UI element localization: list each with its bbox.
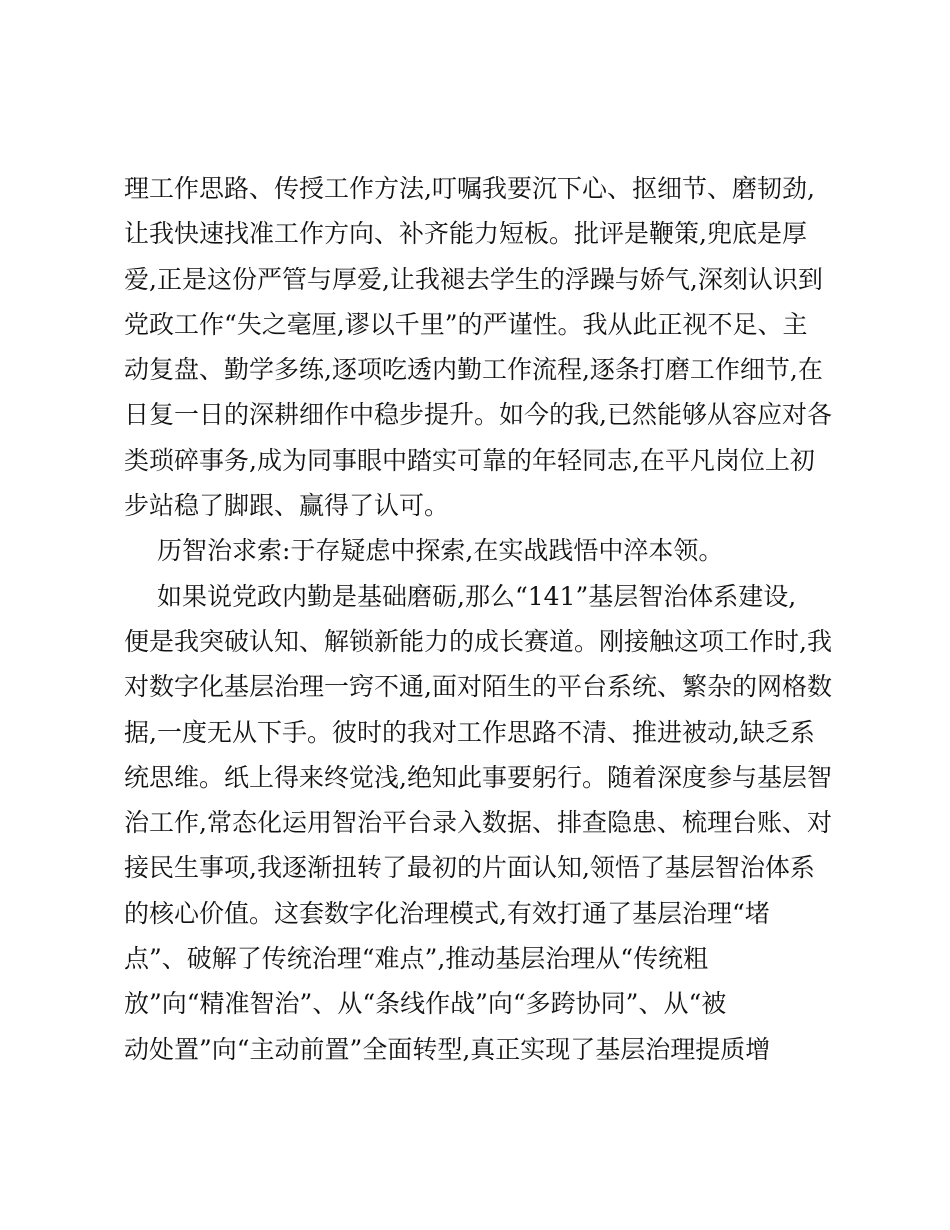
text-line-16: 接民生事项,我逐渐扭转了最初的片面认知,领悟了基层智治体系 bbox=[124, 853, 815, 883]
text-line-12: 对数字化基层治理一窍不通,面对陌生的平台系统、繁杂的网格数 bbox=[124, 672, 832, 702]
text-line-17: 的核心价值。这套数字化治理模式,有效打通了基层治理“堵 bbox=[124, 898, 770, 928]
text-line-5: 动复盘、勤学多练,逐项吃透内勤工作流程,逐条打磨工作细节,在 bbox=[124, 355, 823, 385]
text-line-19: 放”向“精准智治”、从“条线作战”向“多跨协同”、从“被 bbox=[124, 989, 727, 1019]
text-line-18: 点”、破解了传统治理“难点”,推动基层治理从“传统粗 bbox=[124, 944, 709, 974]
text-line-1: 理工作思路、传授工作方法,叮嘱我要沉下心、抠细节、磨韧劲, bbox=[124, 174, 815, 203]
text-line-10: 如果说党政内勤是基础磨砺,那么“141”基层智治体系建设, bbox=[157, 581, 797, 611]
text-line-2: 让我快速找准工作方向、补齐能力短板。批评是鞭策,兜底是厚 bbox=[124, 219, 807, 249]
body-text bbox=[124, 166, 836, 1072]
text-line-7: 类琐碎事务,成为同事眼中踏实可靠的年轻同志,在平凡岗位上初 bbox=[124, 445, 815, 475]
text-line-6: 日复一日的深耕细作中稳步提升。如今的我,已然能够从容应对各 bbox=[124, 400, 832, 430]
text-line-8: 步站稳了脚跟、赢得了认可。 bbox=[124, 491, 450, 521]
text-line-11: 便是我突破认知、解锁新能力的成长赛道。刚接触这项工作时,我 bbox=[124, 626, 832, 656]
section-heading: 历智治求索:于存疑虑中探索,在实战践悟中淬本领。 bbox=[157, 536, 724, 566]
text-line-3: 爱,正是这份严管与厚爱,让我褪去学生的浮躁与娇气,深刻认识到 bbox=[124, 264, 823, 294]
text-line-4: 党政工作“失之毫厘,谬以千里”的严谨性。我从此正视不足、主 bbox=[124, 309, 808, 339]
text-line-20: 动处置”向“主动前置”全面转型,真正实现了基层治理提质增 bbox=[124, 1034, 771, 1064]
text-line-13: 据,一度无从下手。彼时的我对工作思路不清、推进被动,缺乏系 bbox=[124, 717, 815, 747]
text-line-15: 治工作,常态化运用智治平台录入数据、排查隐患、梳理台账、对 bbox=[124, 808, 832, 838]
text-line-14: 统思维。纸上得来终觉浅,绝知此事要躬行。随着深度参与基层智 bbox=[124, 762, 832, 792]
